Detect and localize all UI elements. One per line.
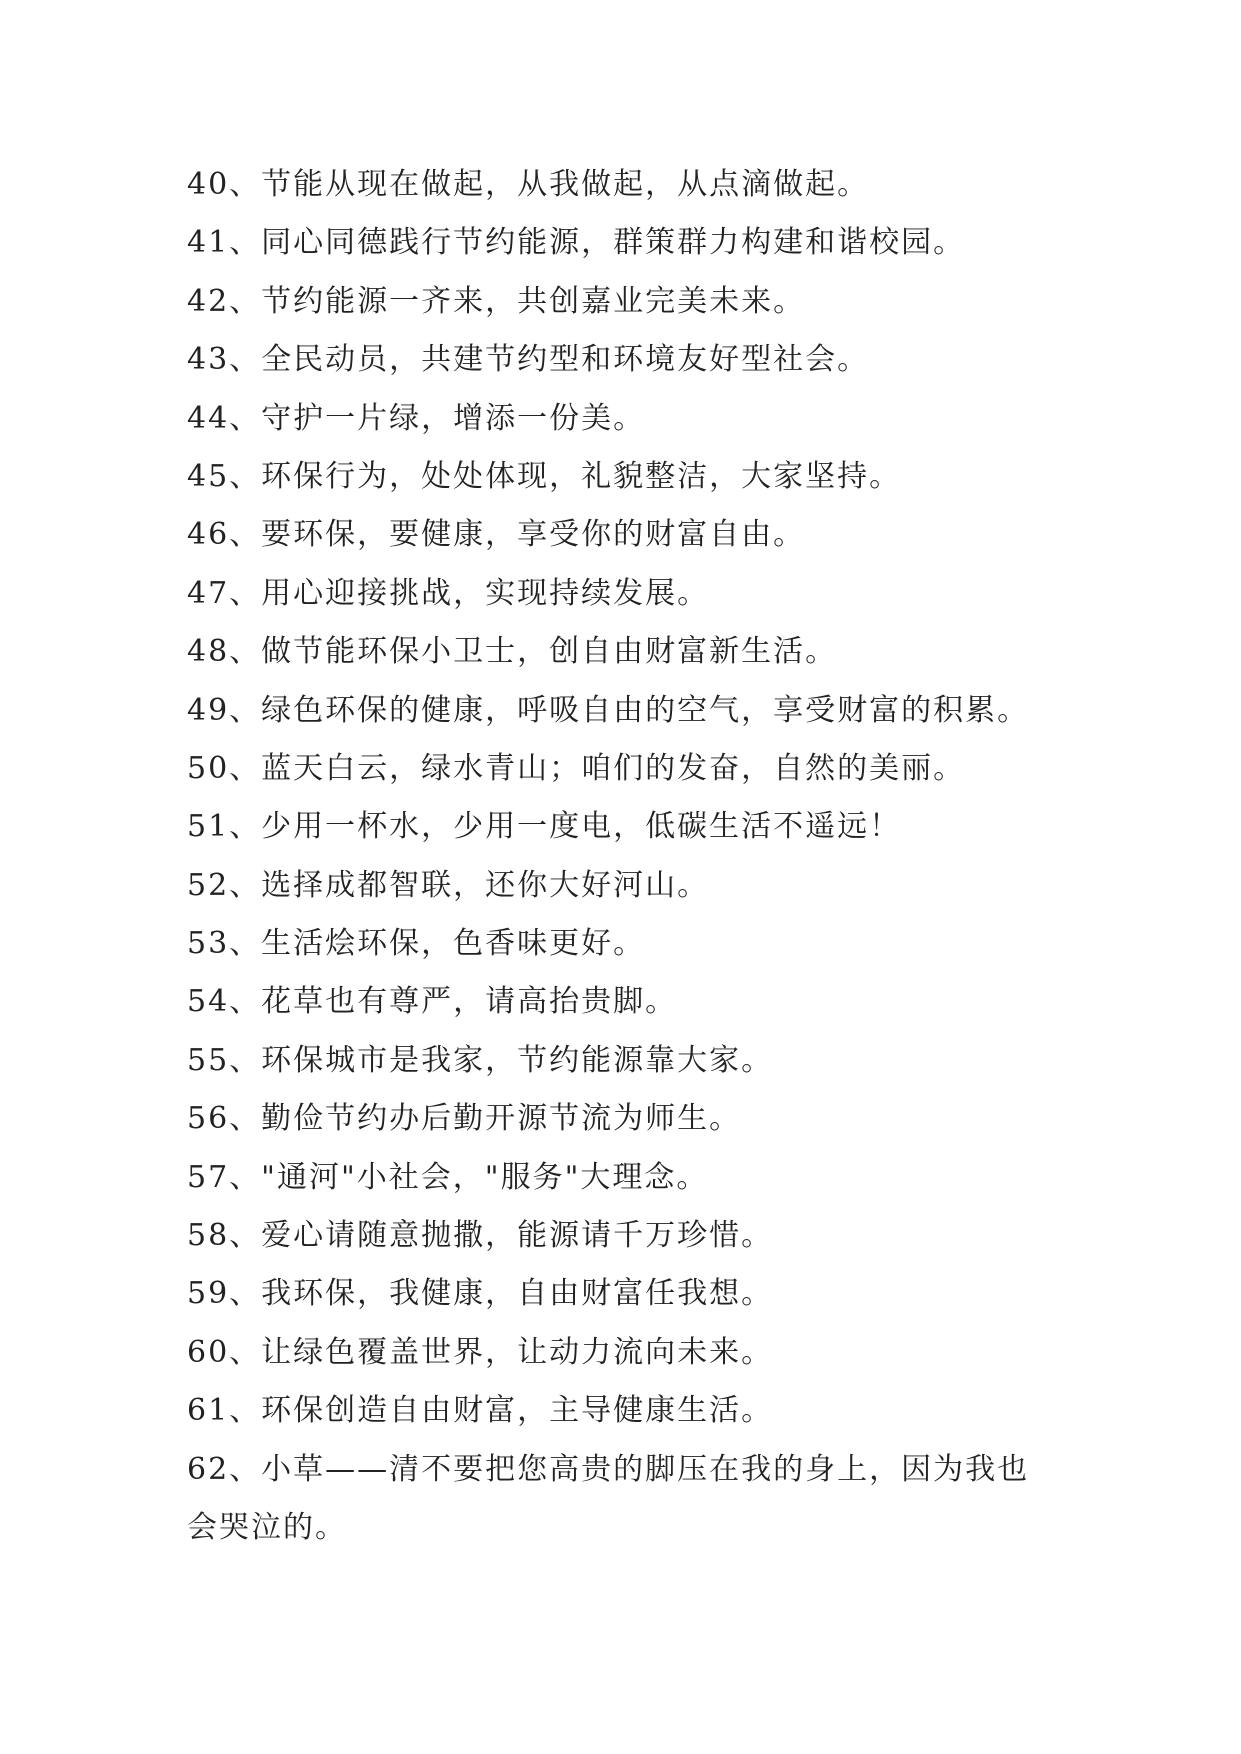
- slogan-line: 56、勤俭节约办后勤开源节流为师生。: [187, 1101, 742, 1137]
- slogan-line: 41、同心同德践行节约能源，群策群力构建和谐校园。: [187, 225, 966, 261]
- slogan-line: 44、守护一片绿，增添一份美。: [187, 400, 646, 436]
- slogan-line-continuation: 会哭泣的。: [187, 1509, 347, 1545]
- slogan-line: 48、做节能环保小卫士，创自由财富新生活。: [187, 634, 838, 670]
- slogan-line: 46、要环保，要健康，享受你的财富自由。: [187, 517, 806, 553]
- slogan-line: 61、环保创造自由财富，主导健康生活。: [187, 1393, 774, 1429]
- slogan-line: 60、让绿色覆盖世界，让动力流向未来。: [187, 1334, 774, 1370]
- slogan-line: 52、选择成都智联，还你大好河山。: [187, 867, 710, 903]
- slogan-line: 50、蓝天白云，绿水青山；咱们的发奋，自然的美丽。: [187, 750, 966, 786]
- slogan-line: 59、我环保，我健康，自由财富任我想。: [187, 1276, 774, 1312]
- slogan-line: 57、"通河"小社会，"服务"大理念。: [187, 1159, 709, 1195]
- slogan-line: 42、节约能源一齐来，共创嘉业完美未来。: [187, 283, 806, 319]
- slogan-line: 55、环保城市是我家，节约能源靠大家。: [187, 1042, 774, 1078]
- slogan-line: 47、用心迎接挑战，实现持续发展。: [187, 575, 710, 611]
- slogan-line: 45、环保行为，处处体现，礼貌整洁，大家坚持。: [187, 458, 902, 494]
- slogan-line: 62、小草——清不要把您高贵的脚压在我的身上，因为我也: [187, 1451, 1030, 1487]
- slogan-line: 54、花草也有尊严，请高抬贵脚。: [187, 984, 678, 1020]
- slogan-line: 43、全民动员，共建节约型和环境友好型社会。: [187, 342, 870, 378]
- slogan-line: 40、节能从现在做起，从我做起，从点滴做起。: [187, 167, 870, 202]
- slogan-line: 49、绿色环保的健康，呼吸自由的空气，享受财富的积累。: [187, 692, 1030, 728]
- slogan-line: 53、生活烩环保，色香味更好。: [187, 926, 646, 962]
- slogan-line: 51、少用一杯水，少用一度电，低碳生活不遥远！: [187, 809, 902, 845]
- slogan-line: 58、爱心请随意抛撒，能源请千万珍惜。: [187, 1218, 774, 1254]
- slogan-list: [187, 156, 1087, 1557]
